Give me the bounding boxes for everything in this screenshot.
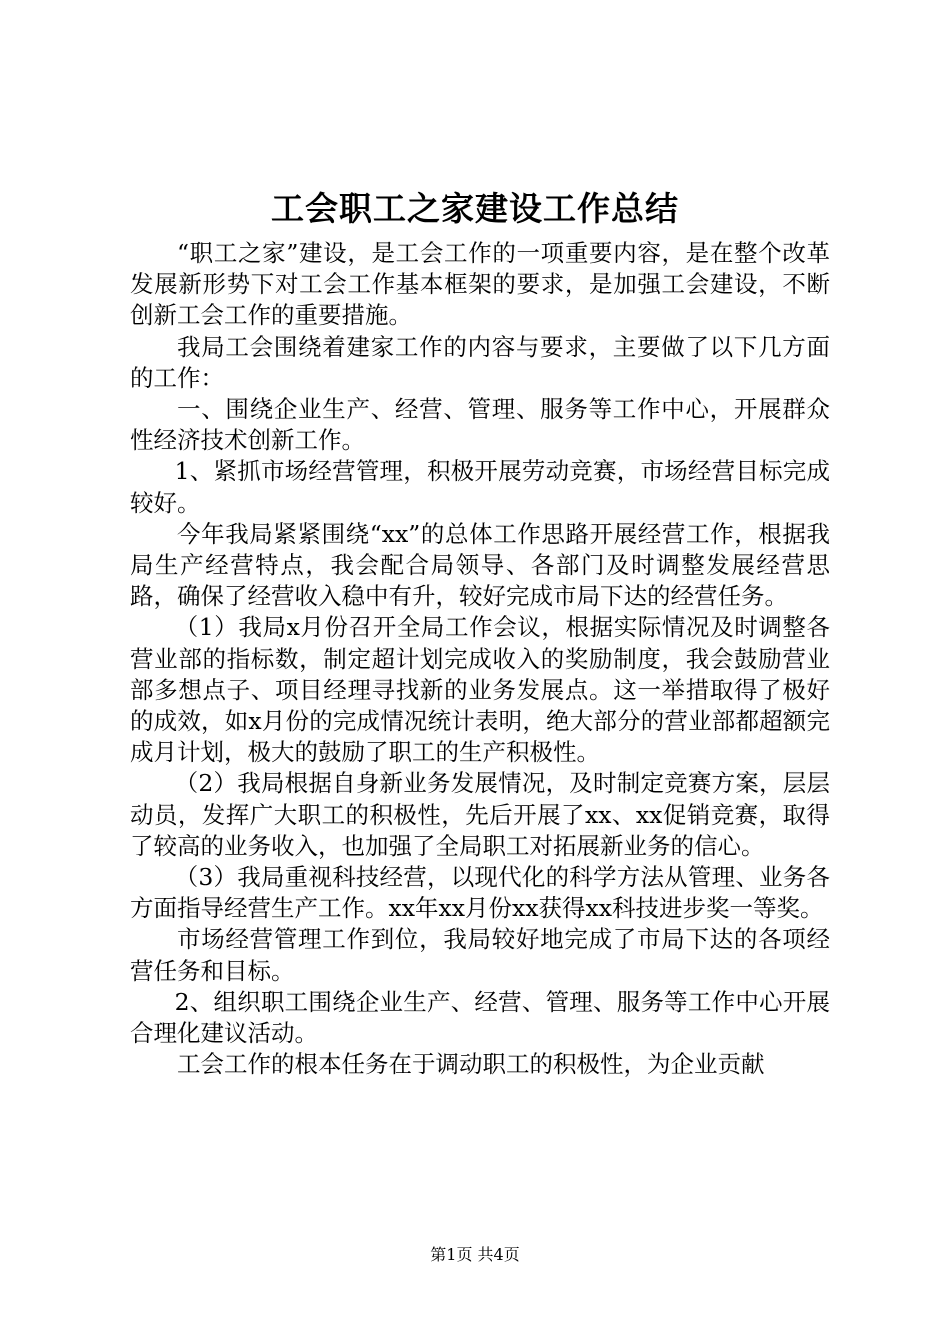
- subsection-heading-1: 1、紧抓市场经营管理，积极开展劳动竞赛，市场经营目标完成较好。: [130, 457, 830, 517]
- list-item-2: （2）我局根据自身新业务发展情况，及时制定竞赛方案，层层动员，发挥广大职工的积极性，先后开展了xx、xx促销竞赛，取得了较高的业务收入，也加强了全局职工对拓展新业务的信心。: [130, 769, 830, 860]
- paragraph-3: 今年我局紧紧围绕“xx”的总体工作思路开展经营工作，根据我局生产经营特点，我会配合局领导、各部门及时调整发展经营思路，确保了经营收入稳中有升，较好完成市局下达的经营任务。: [130, 519, 830, 611]
- page-footer: 第1页 共4页: [430, 1245, 520, 1264]
- paragraph-5: 工会工作的根本任务在于调动职工的积极性，为企业贡献: [177, 1050, 765, 1079]
- list-item-3: （3）我局重视科技经营，以现代化的科学方法从管理、业务各方面指导经营生产工作。xx年xx月份xx获得xx科技进步奖一等奖。: [130, 863, 830, 923]
- section-heading-1: 一、围绕企业生产、经营、管理、服务等工作中心，开展群众性经济技术创新工作。: [130, 395, 830, 455]
- list-item-1: （1）我局x月份召开全局工作会议，根据实际情况及时调整各营业部的指标数，制定超计划完成收入的奖励制度，我会鼓励营业部多想点子、项目经理寻找新的业务发展点。这一举措取得了极好的成效，如x月份的完成情况统计表明，绝大部分的营业部都超额完成月计划，极大的鼓励了职工的生产积极性。: [130, 613, 830, 767]
- paragraph-4: 市场经营管理工作到位，我局较好地完成了市局下达的各项经营任务和目标。: [130, 925, 830, 985]
- document-body: [130, 238, 830, 1080]
- document-title: 工会职工之家建设工作总结: [271, 189, 679, 228]
- paragraph-1: “职工之家”建设，是工会工作的一项重要内容，是在整个改革发展新形势下对工会工作基本框架的要求，是加强工会建设，不断创新工会工作的重要措施。: [130, 239, 830, 330]
- paragraph-2: 我局工会围绕着建家工作的内容与要求，主要做了以下几方面的工作：: [130, 332, 830, 392]
- subsection-heading-2: 2、组织职工围绕企业生产、经营、管理、服务等工作中心开展合理化建议活动。: [130, 987, 830, 1048]
